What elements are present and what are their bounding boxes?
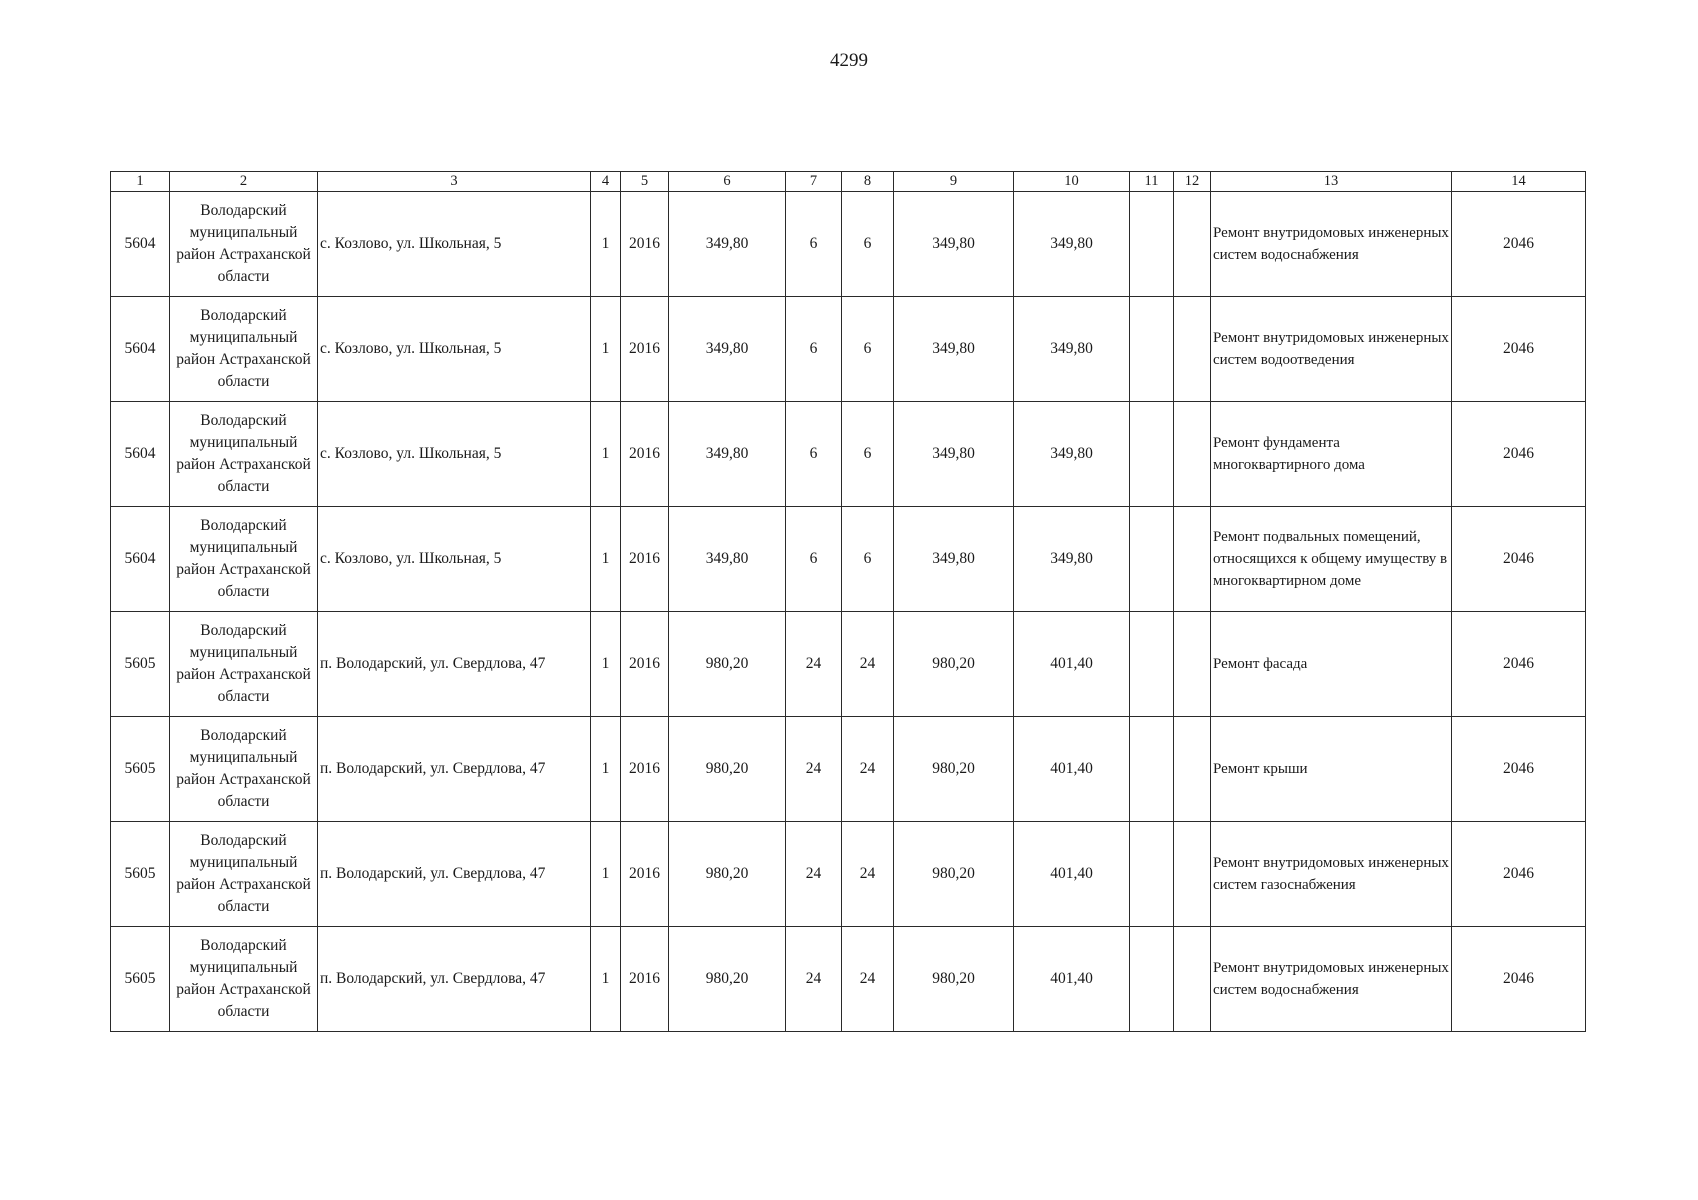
cell-col-11 bbox=[1130, 297, 1174, 402]
cell-col-10: 401,40 bbox=[1014, 822, 1130, 927]
cell-year: 2016 bbox=[621, 192, 669, 297]
table-row bbox=[111, 297, 1586, 402]
cell-col-14: 2046 bbox=[1452, 927, 1586, 1032]
cell-col-6: 349,80 bbox=[669, 297, 786, 402]
cell-col-8: 6 bbox=[842, 507, 894, 612]
cell-col-8: 24 bbox=[842, 612, 894, 717]
cell-col-9: 349,80 bbox=[894, 507, 1014, 612]
cell-col-10: 401,40 bbox=[1014, 612, 1130, 717]
table-body bbox=[111, 192, 1586, 1032]
cell-col-14: 2046 bbox=[1452, 612, 1586, 717]
cell-address: п. Володарский, ул. Свердлова, 47 bbox=[318, 612, 591, 717]
cell-col-12 bbox=[1174, 192, 1211, 297]
cell-col-4: 1 bbox=[591, 612, 621, 717]
cell-col-10: 349,80 bbox=[1014, 402, 1130, 507]
cell-address: с. Козлово, ул. Школьная, 5 bbox=[318, 402, 591, 507]
cell-work-type: Ремонт крыши bbox=[1211, 717, 1452, 822]
cell-col-6: 349,80 bbox=[669, 507, 786, 612]
cell-col-6: 980,20 bbox=[669, 927, 786, 1032]
cell-year: 2016 bbox=[621, 927, 669, 1032]
cell-col-8: 6 bbox=[842, 402, 894, 507]
cell-house-id: 5604 bbox=[111, 402, 170, 507]
cell-municipality: Володарский муниципальный район Астраханской области bbox=[170, 927, 318, 1032]
cell-municipality: Володарский муниципальный район Астраханской области bbox=[170, 822, 318, 927]
cell-col-14: 2046 bbox=[1452, 297, 1586, 402]
column-header: 14 bbox=[1452, 172, 1586, 192]
cell-col-4: 1 bbox=[591, 507, 621, 612]
cell-house-id: 5605 bbox=[111, 612, 170, 717]
table-row bbox=[111, 192, 1586, 297]
cell-col-6: 980,20 bbox=[669, 612, 786, 717]
cell-work-type: Ремонт внутридомовых инженерных систем водоснабжения bbox=[1211, 192, 1452, 297]
cell-year: 2016 bbox=[621, 402, 669, 507]
cell-municipality: Володарский муниципальный район Астраханской области bbox=[170, 507, 318, 612]
cell-col-8: 24 bbox=[842, 717, 894, 822]
cell-year: 2016 bbox=[621, 507, 669, 612]
cell-year: 2016 bbox=[621, 297, 669, 402]
cell-col-9: 980,20 bbox=[894, 612, 1014, 717]
cell-col-12 bbox=[1174, 297, 1211, 402]
cell-work-type: Ремонт внутридомовых инженерных систем водоотведения bbox=[1211, 297, 1452, 402]
cell-col-9: 349,80 bbox=[894, 192, 1014, 297]
cell-col-12 bbox=[1174, 822, 1211, 927]
cell-col-4: 1 bbox=[591, 402, 621, 507]
cell-municipality: Володарский муниципальный район Астраханской области bbox=[170, 297, 318, 402]
column-header: 5 bbox=[621, 172, 669, 192]
table-row bbox=[111, 612, 1586, 717]
cell-col-11 bbox=[1130, 612, 1174, 717]
cell-col-14: 2046 bbox=[1452, 507, 1586, 612]
column-header: 11 bbox=[1130, 172, 1174, 192]
cell-work-type: Ремонт внутридомовых инженерных систем газоснабжения bbox=[1211, 822, 1452, 927]
table-row bbox=[111, 402, 1586, 507]
cell-col-10: 401,40 bbox=[1014, 717, 1130, 822]
cell-col-7: 24 bbox=[786, 822, 842, 927]
cell-col-7: 6 bbox=[786, 507, 842, 612]
column-header: 1 bbox=[111, 172, 170, 192]
cell-col-8: 6 bbox=[842, 192, 894, 297]
cell-house-id: 5605 bbox=[111, 717, 170, 822]
cell-col-8: 24 bbox=[842, 822, 894, 927]
table-row bbox=[111, 822, 1586, 927]
column-header: 12 bbox=[1174, 172, 1211, 192]
page-number: 4299 bbox=[830, 50, 868, 71]
column-number-row bbox=[111, 172, 1586, 192]
cell-address: п. Володарский, ул. Свердлова, 47 bbox=[318, 717, 591, 822]
cell-col-14: 2046 bbox=[1452, 717, 1586, 822]
cell-col-9: 980,20 bbox=[894, 927, 1014, 1032]
cell-col-10: 349,80 bbox=[1014, 192, 1130, 297]
cell-house-id: 5604 bbox=[111, 192, 170, 297]
cell-address: с. Козлово, ул. Школьная, 5 bbox=[318, 507, 591, 612]
cell-col-6: 349,80 bbox=[669, 192, 786, 297]
cell-col-4: 1 bbox=[591, 192, 621, 297]
column-header: 6 bbox=[669, 172, 786, 192]
cell-col-9: 349,80 bbox=[894, 402, 1014, 507]
cell-col-4: 1 bbox=[591, 927, 621, 1032]
cell-col-12 bbox=[1174, 612, 1211, 717]
cell-col-6: 349,80 bbox=[669, 402, 786, 507]
cell-col-12 bbox=[1174, 402, 1211, 507]
cell-col-9: 349,80 bbox=[894, 297, 1014, 402]
table-row bbox=[111, 717, 1586, 822]
cell-col-7: 6 bbox=[786, 192, 842, 297]
cell-year: 2016 bbox=[621, 822, 669, 927]
cell-col-11 bbox=[1130, 822, 1174, 927]
cell-address: с. Козлово, ул. Школьная, 5 bbox=[318, 297, 591, 402]
cell-col-10: 349,80 bbox=[1014, 297, 1130, 402]
cell-col-8: 24 bbox=[842, 927, 894, 1032]
cell-col-14: 2046 bbox=[1452, 402, 1586, 507]
cell-work-type: Ремонт фундамента многоквартирного дома bbox=[1211, 402, 1452, 507]
cell-work-type: Ремонт фасада bbox=[1211, 612, 1452, 717]
cell-col-9: 980,20 bbox=[894, 822, 1014, 927]
cell-col-11 bbox=[1130, 717, 1174, 822]
cell-col-7: 6 bbox=[786, 297, 842, 402]
cell-col-4: 1 bbox=[591, 717, 621, 822]
cell-col-7: 24 bbox=[786, 927, 842, 1032]
repair-schedule-table bbox=[110, 171, 1586, 1032]
cell-col-11 bbox=[1130, 927, 1174, 1032]
cell-col-12 bbox=[1174, 507, 1211, 612]
cell-col-4: 1 bbox=[591, 822, 621, 927]
cell-address: с. Козлово, ул. Школьная, 5 bbox=[318, 192, 591, 297]
column-header: 10 bbox=[1014, 172, 1130, 192]
cell-col-7: 24 bbox=[786, 612, 842, 717]
cell-col-14: 2046 bbox=[1452, 822, 1586, 927]
cell-col-6: 980,20 bbox=[669, 822, 786, 927]
cell-col-12 bbox=[1174, 927, 1211, 1032]
cell-municipality: Володарский муниципальный район Астраханской области bbox=[170, 192, 318, 297]
cell-col-4: 1 bbox=[591, 297, 621, 402]
cell-col-11 bbox=[1130, 507, 1174, 612]
cell-col-10: 349,80 bbox=[1014, 507, 1130, 612]
cell-house-id: 5604 bbox=[111, 507, 170, 612]
cell-address: п. Володарский, ул. Свердлова, 47 bbox=[318, 927, 591, 1032]
column-header: 9 bbox=[894, 172, 1014, 192]
table-row bbox=[111, 927, 1586, 1032]
cell-municipality: Володарский муниципальный район Астраханской области bbox=[170, 402, 318, 507]
cell-col-8: 6 bbox=[842, 297, 894, 402]
column-header: 8 bbox=[842, 172, 894, 192]
cell-col-10: 401,40 bbox=[1014, 927, 1130, 1032]
table-row bbox=[111, 507, 1586, 612]
cell-col-6: 980,20 bbox=[669, 717, 786, 822]
cell-year: 2016 bbox=[621, 612, 669, 717]
cell-house-id: 5605 bbox=[111, 927, 170, 1032]
cell-municipality: Володарский муниципальный район Астраханской области bbox=[170, 717, 318, 822]
cell-col-7: 6 bbox=[786, 402, 842, 507]
cell-col-7: 24 bbox=[786, 717, 842, 822]
cell-col-11 bbox=[1130, 192, 1174, 297]
cell-house-id: 5605 bbox=[111, 822, 170, 927]
cell-col-14: 2046 bbox=[1452, 192, 1586, 297]
column-header: 7 bbox=[786, 172, 842, 192]
cell-work-type: Ремонт внутридомовых инженерных систем водоснабжения bbox=[1211, 927, 1452, 1032]
cell-col-11 bbox=[1130, 402, 1174, 507]
column-header: 2 bbox=[170, 172, 318, 192]
column-header: 3 bbox=[318, 172, 591, 192]
cell-house-id: 5604 bbox=[111, 297, 170, 402]
column-header: 4 bbox=[591, 172, 621, 192]
cell-col-9: 980,20 bbox=[894, 717, 1014, 822]
cell-municipality: Володарский муниципальный район Астраханской области bbox=[170, 612, 318, 717]
cell-address: п. Володарский, ул. Свердлова, 47 bbox=[318, 822, 591, 927]
cell-col-12 bbox=[1174, 717, 1211, 822]
cell-work-type: Ремонт подвальных помещений, относящихся к общему имуществу в многоквартирном доме bbox=[1211, 507, 1452, 612]
cell-year: 2016 bbox=[621, 717, 669, 822]
column-header: 13 bbox=[1211, 172, 1452, 192]
